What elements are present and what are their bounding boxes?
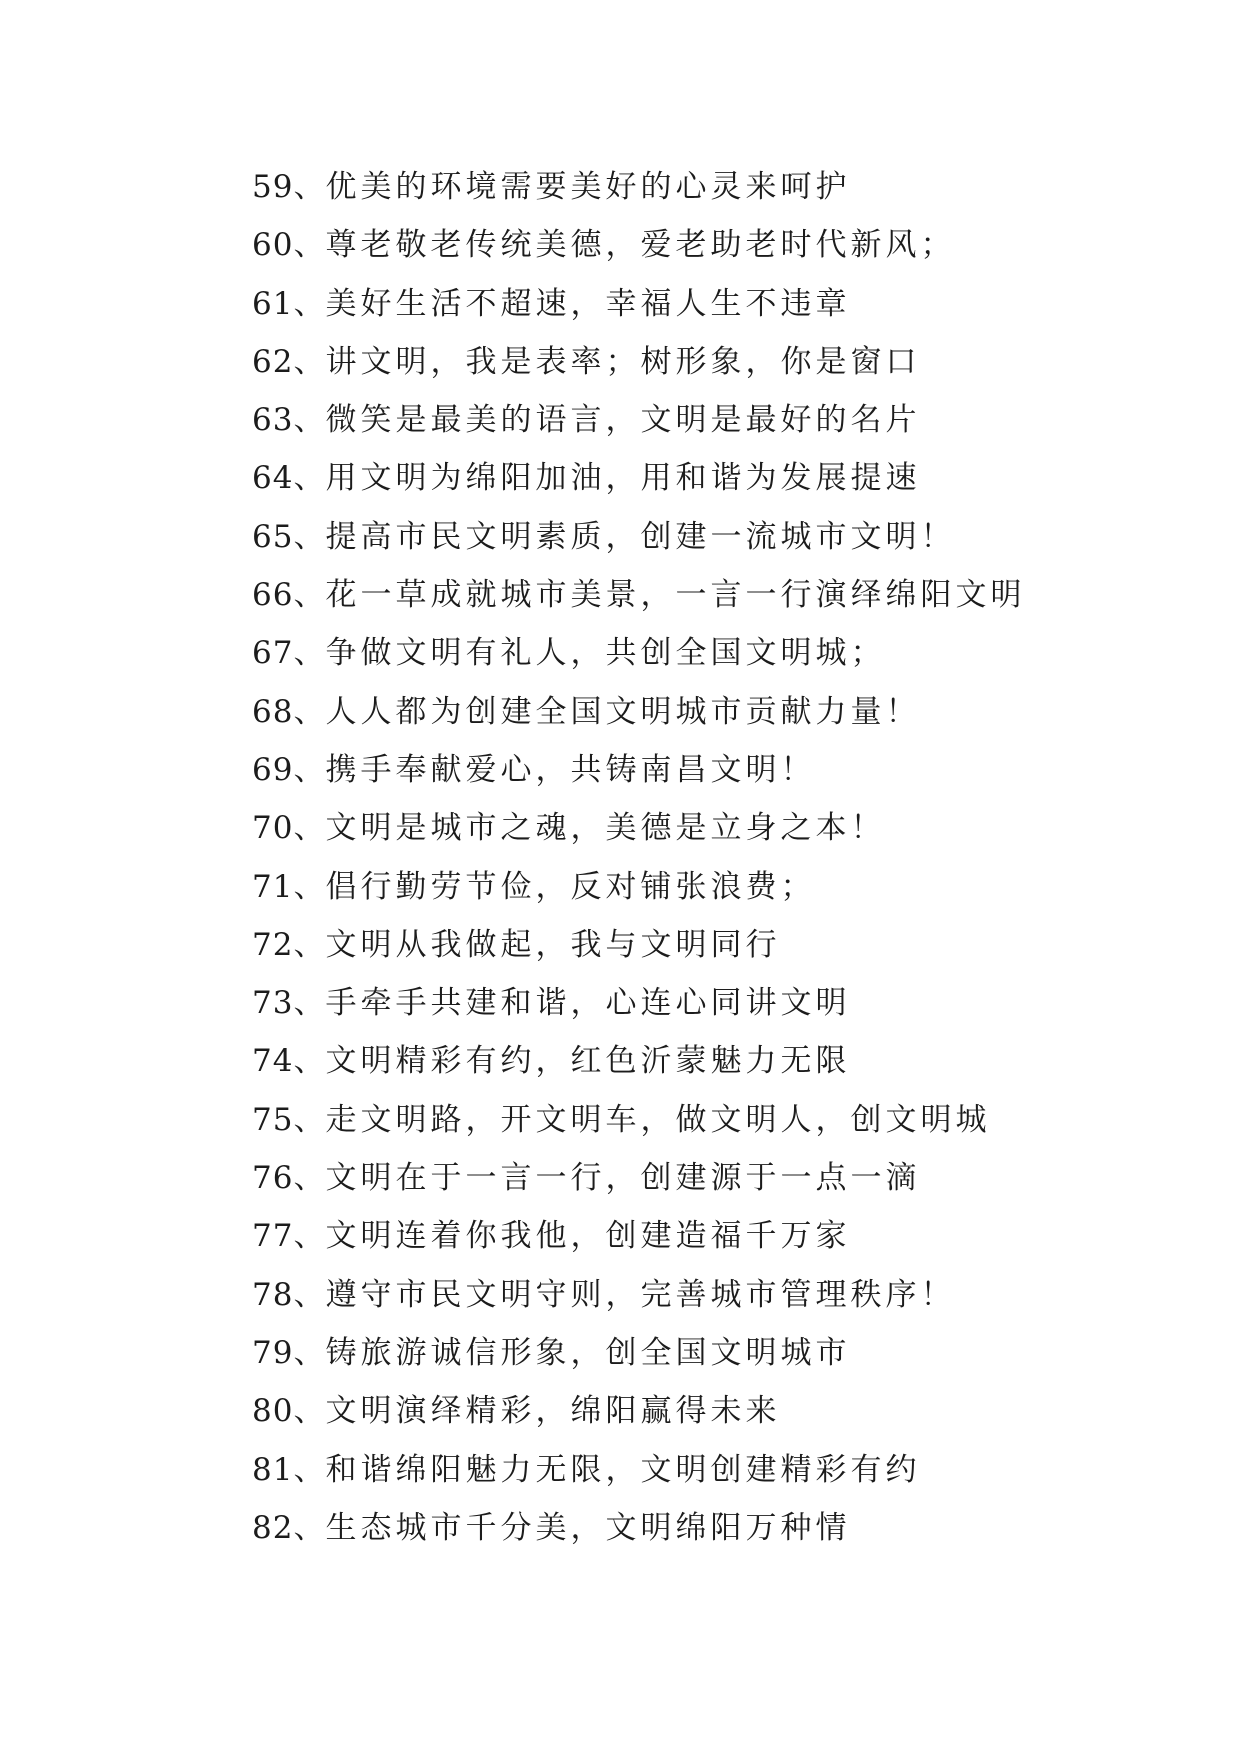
item-text: 和谐绵阳魅力无限，文明创建精彩有约 xyxy=(325,1451,921,1488)
item-text: 文明精彩有约，红色沂蒙魅力无限 xyxy=(325,1043,851,1080)
item-text: 手牵手共建和谐，心连心同讲文明 xyxy=(325,985,851,1022)
item-text: 花一草成就城市美景，一言一行演绎绵阳文明 xyxy=(325,577,1026,614)
item-text: 提高市民文明素质，创建一流城市文明！ xyxy=(325,518,956,555)
item-text: 微笑是最美的语言，文明是最好的名片 xyxy=(325,402,921,439)
item-text: 铸旅游诚信形象，创全国文明城市 xyxy=(325,1334,851,1371)
item-number: 71、 xyxy=(252,868,326,905)
list-item xyxy=(252,508,1025,566)
list-item xyxy=(252,741,1025,799)
list-item xyxy=(252,1382,1025,1440)
item-text: 遵守市民文明守则，完善城市管理秩序！ xyxy=(325,1276,956,1313)
list-item xyxy=(252,158,1025,216)
item-text: 优美的环境需要美好的心灵来呵护 xyxy=(325,169,851,205)
item-number: 59、 xyxy=(252,169,326,205)
item-number: 79、 xyxy=(252,1334,326,1371)
item-number: 81、 xyxy=(252,1451,326,1488)
item-number: 70、 xyxy=(252,810,326,847)
item-text: 文明在于一言一行，创建源于一点一滴 xyxy=(325,1160,921,1197)
item-number: 78、 xyxy=(252,1276,326,1313)
list-item xyxy=(252,1324,1025,1382)
item-number: 61、 xyxy=(252,285,326,322)
list-item xyxy=(252,449,1025,507)
item-number: 75、 xyxy=(252,1101,326,1138)
list-item xyxy=(252,1149,1025,1207)
item-number: 73、 xyxy=(252,985,326,1022)
item-text: 人人都为创建全国文明城市贡献力量！ xyxy=(325,693,921,730)
item-number: 76、 xyxy=(252,1160,326,1197)
item-number: 82、 xyxy=(252,1509,326,1546)
item-number: 69、 xyxy=(252,751,326,788)
list-item xyxy=(252,1032,1025,1090)
item-text: 携手奉献爱心，共铸南昌文明！ xyxy=(325,751,816,788)
item-text: 文明连着你我他，创建造福千万家 xyxy=(325,1218,851,1255)
item-text: 生态城市千分美，文明绵阳万种情 xyxy=(325,1509,851,1546)
slogan-list xyxy=(252,158,1025,1557)
item-text: 走文明路，开文明车，做文明人，创文明城 xyxy=(325,1101,991,1138)
item-text: 文明演绎精彩，绵阳赢得未来 xyxy=(325,1393,781,1430)
item-number: 65、 xyxy=(252,518,326,555)
list-item xyxy=(252,216,1025,274)
list-item xyxy=(252,974,1025,1032)
item-number: 62、 xyxy=(252,343,326,380)
item-number: 63、 xyxy=(252,402,326,439)
list-item xyxy=(252,916,1025,974)
list-item xyxy=(252,391,1025,449)
list-item xyxy=(252,1266,1025,1324)
list-item xyxy=(252,275,1025,333)
item-number: 77、 xyxy=(252,1218,326,1255)
item-text: 文明是城市之魂，美德是立身之本！ xyxy=(325,810,886,847)
list-item xyxy=(252,566,1025,624)
item-number: 66、 xyxy=(252,577,326,614)
list-item xyxy=(252,1441,1025,1499)
item-number: 60、 xyxy=(252,227,326,264)
item-text: 讲文明，我是表率；树形象，你是窗口 xyxy=(325,343,921,380)
list-item xyxy=(252,1499,1025,1557)
item-text: 争做文明有礼人，共创全国文明城； xyxy=(325,635,886,672)
list-item xyxy=(252,799,1025,857)
item-number: 64、 xyxy=(252,460,326,497)
list-item xyxy=(252,1207,1025,1265)
item-text: 文明从我做起，我与文明同行 xyxy=(325,926,781,963)
item-text: 用文明为绵阳加油，用和谐为发展提速 xyxy=(325,460,921,497)
item-number: 80、 xyxy=(252,1393,326,1430)
item-number: 72、 xyxy=(252,926,326,963)
item-text: 美好生活不超速，幸福人生不违章 xyxy=(325,285,851,322)
item-number: 67、 xyxy=(252,635,326,672)
list-item xyxy=(252,333,1025,391)
item-text: 尊老敬老传统美德，爱老助老时代新风； xyxy=(325,227,956,264)
item-number: 68、 xyxy=(252,693,326,730)
list-item xyxy=(252,683,1025,741)
list-item xyxy=(252,858,1025,916)
list-item xyxy=(252,624,1025,682)
item-text: 倡行勤劳节俭，反对铺张浪费； xyxy=(325,868,816,905)
item-number: 74、 xyxy=(252,1043,326,1080)
list-item xyxy=(252,1091,1025,1149)
